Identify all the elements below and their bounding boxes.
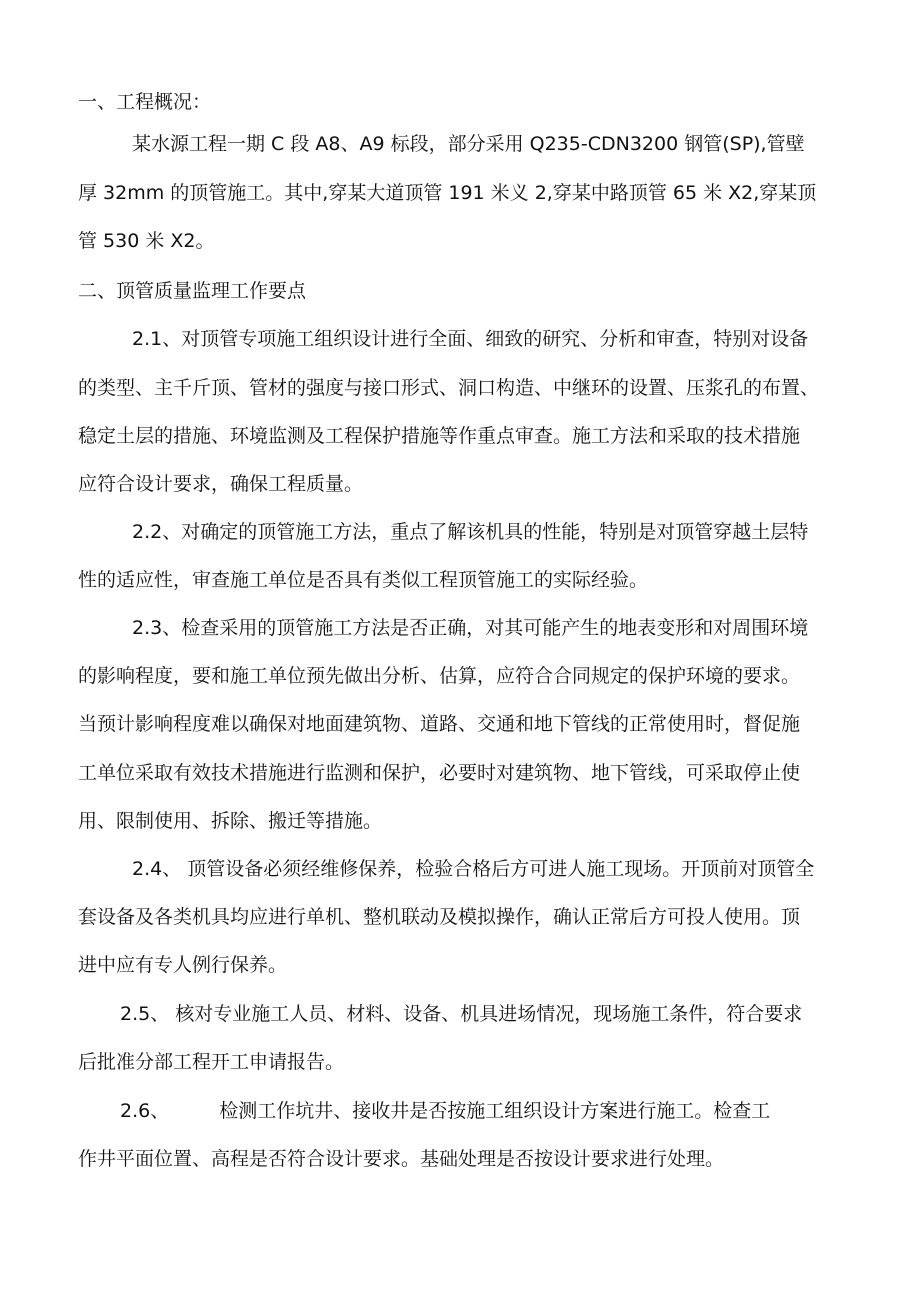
item-2-3-line-4: 工单位采取有效技术措施进行监测和保护，必要时对建筑物、地下管线，可采取停止使 [78, 762, 801, 784]
item-2-3-line-2: 的影响程度，要和施工单位预先做出分析、估算，应符合合同规定的保护环境的要求。 [78, 665, 801, 687]
item-2-6-line-2: 作井平面位置、高程是否符合设计要求。基础处理是否按设计要求进行处理。 [78, 1148, 725, 1170]
section-heading-supervision: 二、顶管质量监理工作要点 [78, 280, 307, 302]
item-2-6-line-1 [120, 1099, 770, 1123]
item-2-1-line-2: 的类型、主千斤顶、管材的强度与接口形式、洞口构造、中继环的设置、压浆孔的布置、 [78, 377, 820, 399]
overview-line-1: 某水源工程一期 C 段 A8、A9 标段，部分采用 Q235-CDN3200 钢管(SP),管壁 [132, 133, 805, 155]
item-2-4-line-1: 2.4、 顶管设备必须经维修保养，检验合格后方可进人施工现场。开顶前对顶管全 [132, 858, 815, 880]
item-2-6-text: 检测工作坑井、接收井是否按施工组织设计方案进行施工。检查工 [219, 1100, 771, 1122]
item-2-4-line-3: 进中应有专人例行保养。 [78, 954, 288, 976]
item-2-5-line-1: 2.5、 核对专业施工人员、材料、设备、机具进场情况，现场施工条件，符合要求 [120, 1003, 803, 1025]
overview-line-3: 管 530 米 X2。 [78, 230, 215, 252]
item-2-5-line-2: 后批准分部工程开工申请报告。 [78, 1051, 345, 1073]
item-2-3-line-5: 用、限制使用、拆除、搬迁等措施。 [78, 810, 383, 832]
item-2-3-line-1: 2.3、检查采用的顶管施工方法是否正确，对其可能产生的地表变形和对周围环境 [132, 617, 809, 639]
item-2-2-line-2: 性的适应性，审查施工单位是否具有类似工程顶管施工的实际经验。 [78, 569, 649, 591]
item-2-4-line-2: 套设备及各类机具均应进行单机、整机联动及模拟操作，确认正常后方可投人使用。顶 [78, 906, 801, 928]
item-2-2-line-1: 2.2、对确定的顶管施工方法，重点了解该机具的性能，特别是对顶管穿越土层特 [132, 521, 809, 543]
overview-line-2: 厚 32mm 的顶管施工。其中,穿某大道顶管 191 米义 2,穿某中路顶管 65 米 X2,穿某顶 [78, 182, 817, 204]
section-heading-overview: 一、工程概况： [78, 91, 212, 113]
item-2-6-number: 2.6、 [120, 1100, 170, 1122]
item-2-1-line-4: 应符合设计要求，确保工程质量。 [78, 473, 364, 495]
item-2-1-line-1: 2.1、对顶管专项施工组织设计进行全面、细致的研究、分析和审查，特别对设备 [132, 328, 809, 350]
item-2-1-line-3: 稳定土层的措施、环境监测及工程保护措施等作重点审查。施工方法和采取的技术措施 [78, 425, 801, 447]
item-2-3-line-3: 当预计影响程度难以确保对地面建筑物、道路、交通和地下管线的正常使用时，督促施 [78, 713, 801, 735]
